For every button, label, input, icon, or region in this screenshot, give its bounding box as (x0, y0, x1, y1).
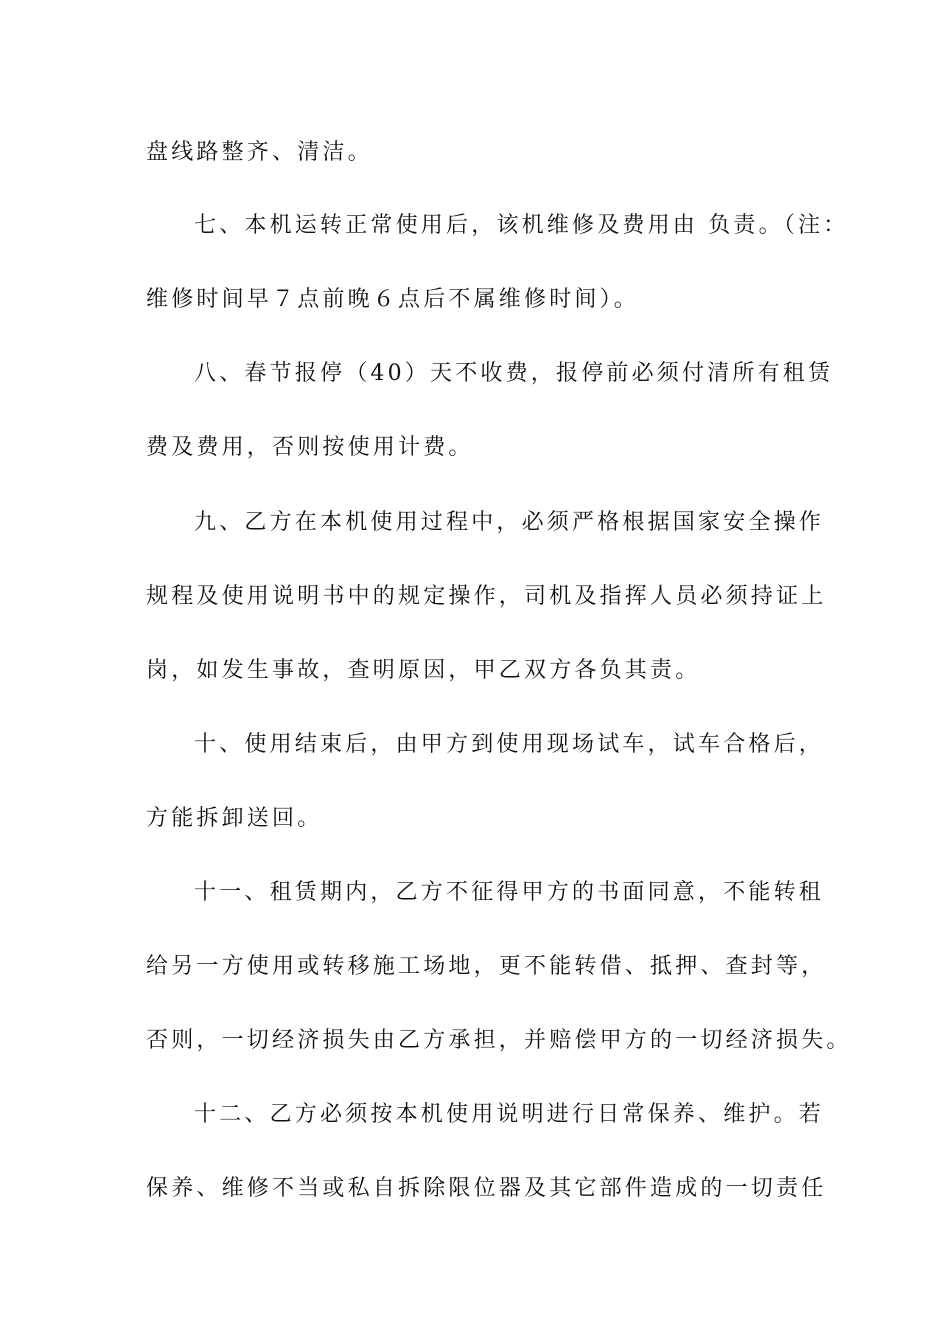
text-line: 盘线路整齐、清洁。 (146, 140, 373, 165)
paragraph-8-line: 八、春节报停（40）天不收费，报停前必须付清所有租赁 (194, 361, 834, 386)
paragraph-10-line: 十、使用结束后，由甲方到使用现场试车，试车合格后， (194, 732, 825, 757)
text-line: 否则，一切经济损失由乙方承担，并赔偿甲方的一切经济损失。 (146, 1028, 852, 1053)
paragraph-9-line: 九、乙方在本机使用过程中，必须严格根据国家安全操作 (194, 510, 825, 535)
paragraph-12-line: 十二、乙方必须按本机使用说明进行日常保养、维护。若 (194, 1102, 825, 1127)
text-line: 费及费用，否则按使用计费。 (146, 435, 474, 460)
text-line: 保养、维修不当或私自拆除限位器及其它部件造成的一切责任 (146, 1176, 827, 1201)
text-line: 维修时间早７点前晚６点后不属维修时间）。 (146, 287, 640, 312)
text-line: 方能拆卸送回。 (146, 806, 323, 831)
text-line: 给另一方使用或转移施工场地，更不能转借、抵押、查封等， (146, 954, 827, 979)
paragraph-11-line: 十一、租赁期内，乙方不征得甲方的书面同意，不能转租 (194, 880, 825, 905)
text-line: 岗，如发生事故，查明原因，甲乙双方各负其责。 (146, 658, 701, 683)
paragraph-7-line: 七、本机运转正常使用后，该机维修及费用由 负责。（注： (194, 213, 849, 238)
text-line: 规程及使用说明书中的规定操作，司机及指挥人员必须持证上 (146, 584, 827, 609)
